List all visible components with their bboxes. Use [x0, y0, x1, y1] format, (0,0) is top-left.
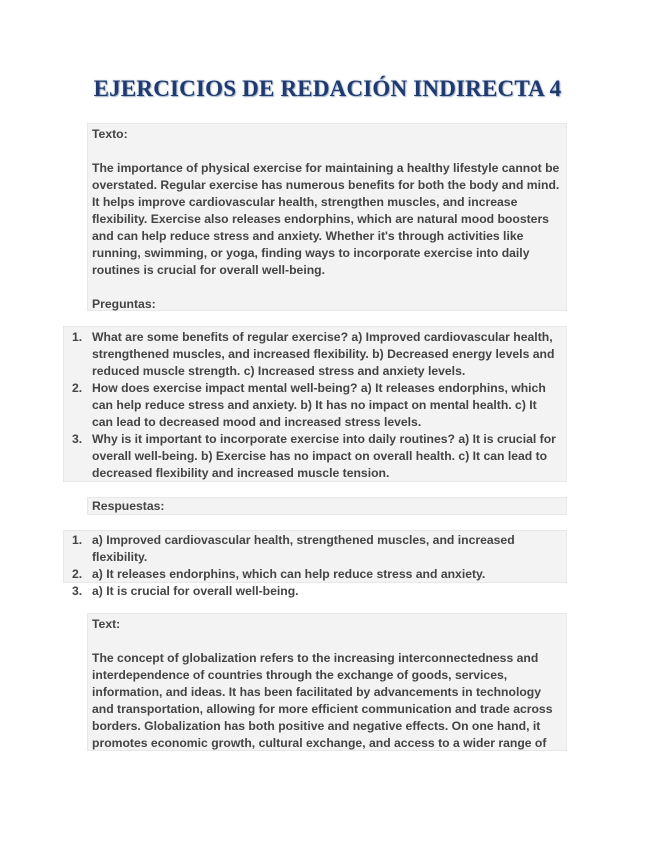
question-number: 1.: [72, 330, 83, 344]
question-number: 3.: [72, 432, 83, 446]
answer-number: 2.: [72, 567, 83, 581]
question-number: 2.: [72, 381, 83, 395]
answer-text: a) It releases endorphins, which can help reduce stress and anxiety.: [92, 567, 486, 581]
question-item: [64, 329, 560, 380]
question-item: [64, 431, 560, 482]
answer-item: [64, 532, 560, 566]
answers-list: [63, 530, 567, 598]
text-box-exercise-2: [87, 613, 567, 751]
text-body: The importance of physical exercise for maintaining a healthy lifestyle cannot be overstated. Regular exercise has numerous benefits for both the body and mind. It helps improve cardiovascular health, strengthen muscles, and increase flexibility. Exercise also releases endorphins, which are natural mood boosters and can help reduce stress and anxiety. Whether it's through activities like running, swimming, or yoga, finding ways to incorporate exercise into daily routines is crucial for overall well-being.: [92, 161, 560, 277]
question-text: What are some benefits of regular exercise? a) Improved cardiovascular health, strengthened muscles, and increased flexibility. b) Decreased energy levels and reduced muscle strength. c) Increased stress and anxiety levels.: [92, 330, 555, 378]
document-title: EJERCICIOS DE REDACIÓN INDIRECTA 4: [93, 76, 562, 101]
text-label: Text:: [92, 617, 121, 631]
answer-item: [64, 583, 560, 600]
answers-label-box: [87, 497, 567, 515]
question-text: How does exercise impact mental well-being? a) It releases endorphins, which can help reduce stress and anxiety. b) It has no impact on mental health. c) It can lead to decreased mood and increased stress levels.: [92, 381, 546, 429]
text-body: The concept of globalization refers to the increasing interconnectedness and interdependence of countries through the exchange of goods, services, information, and ideas. It has been facilitated by advancements in technology and transportation, allowing for more efficient communication and trade across borders. Globalization has both positive and negative effects. On one hand, it promotes economic growth, cultural exchange, and access to a wider range of: [92, 651, 553, 750]
answer-number: 1.: [72, 533, 83, 547]
questions-label: Preguntas:: [92, 297, 156, 311]
answer-item: [64, 566, 560, 583]
answer-text: a) Improved cardiovascular health, strengthened muscles, and increased flexibility.: [92, 533, 515, 564]
question-text: Why is it important to incorporate exercise into daily routines? a) It is crucial for overall well-being. b) Exercise has no impact on overall health. c) It can lead to decreased flexibility and increased muscle tension.: [92, 432, 556, 480]
answers-label: Respuestas:: [92, 499, 165, 513]
answer-number: 3.: [72, 584, 83, 598]
answer-text: a) It is crucial for overall well-being.: [92, 584, 299, 598]
question-item: [64, 380, 560, 431]
text-label: Texto:: [92, 127, 128, 141]
text-box-exercise-1: [87, 123, 567, 311]
questions-list: [63, 326, 567, 482]
